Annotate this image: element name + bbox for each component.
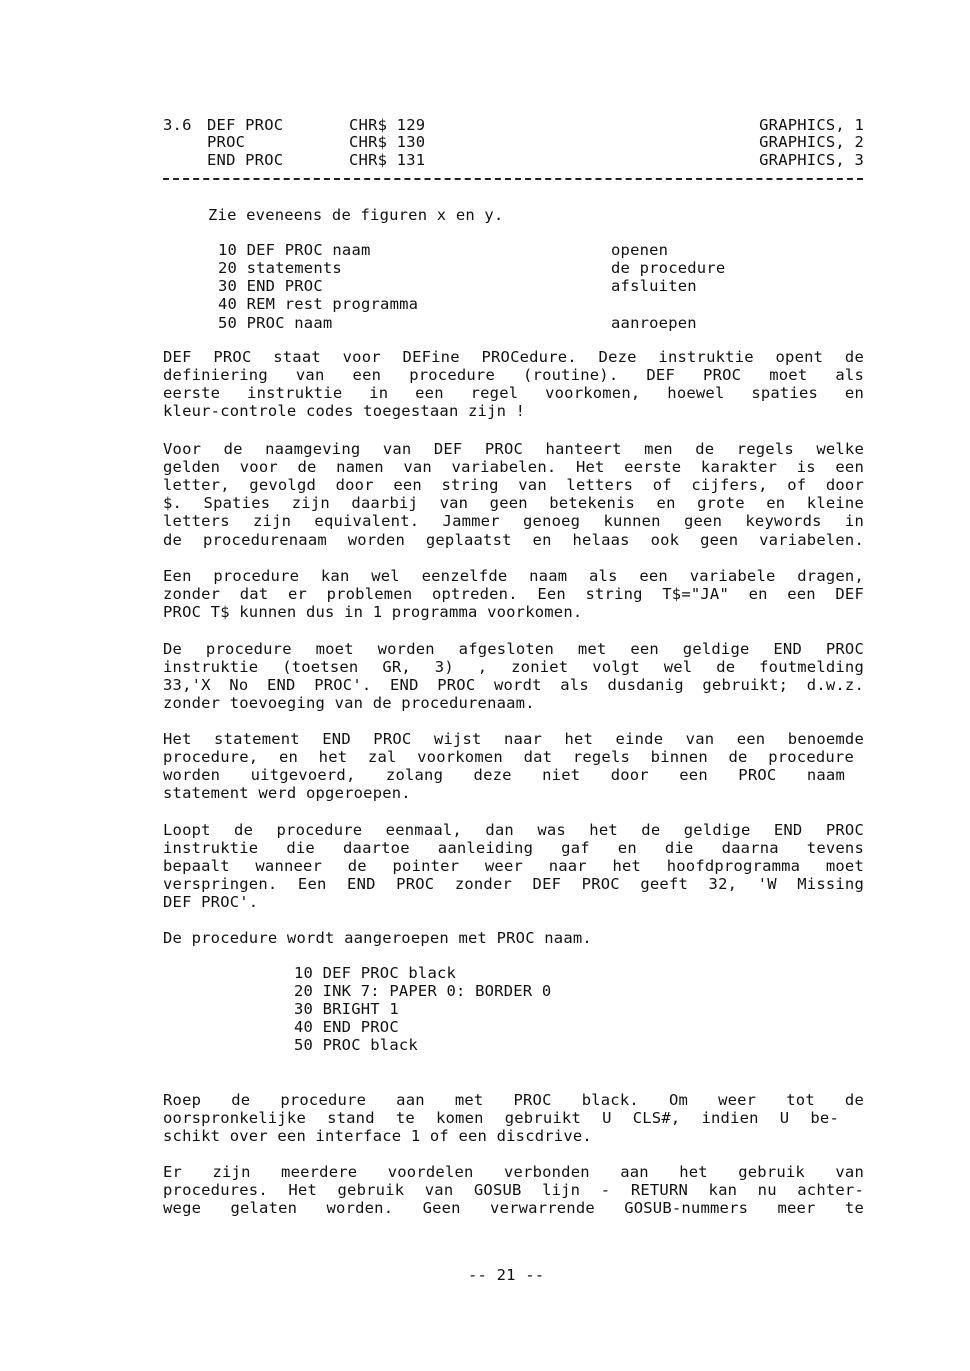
paragraph-line: de procedurenaam worden geplaatst en helaas ook geen variabelen. [163,531,864,549]
paragraph-line: Roep de procedure aan met PROC black. Om weer tot de [163,1091,864,1109]
listing1-line: 30 END PROC [218,277,323,295]
header-left-2: PROC [207,133,246,151]
paragraph-line: definiering van een procedure (routine). DEF PROC moet als [163,366,864,384]
listing1-line: 50 PROC naam [218,314,333,332]
paragraph-line: Voor de naamgeving van DEF PROC hanteert men de regels welke [163,440,864,458]
listing1-note: openen [611,241,669,259]
paragraph-line: PROC T$ kunnen dus in 1 programma voorkomen. [163,603,583,621]
listing2-line: 30 BRIGHT 1 [294,1000,399,1018]
listing1-note: de procedure [611,259,726,277]
header-divider [163,178,863,180]
header-middle-1: CHR$ 129 [349,116,426,134]
paragraph-line: schikt over een interface 1 of een discdrive. [163,1127,592,1145]
header-right-2: GRAPHICS, 2 [759,133,864,151]
paragraph-line: zonder toevoeging van de procedurenaam. [163,694,535,712]
paragraph-line: DEF PROC staat voor DEFine PROCedure. Deze instruktie opent de [163,348,864,366]
paragraph-line: letters zijn equivalent. Jammer genoeg kunnen geen keywords in [163,512,864,530]
paragraph-line: gelden voor de namen van variabelen. Het eerste karakter is een [163,458,864,476]
paragraph-line: Er zijn meerdere voordelen verbonden aan het gebruik van [163,1163,864,1181]
paragraph-line: Loopt de procedure eenmaal, dan was het de geldige END PROC [163,821,864,839]
paragraph-line: statement werd opgeroepen. [163,784,411,802]
paragraph-line: procedure, en het zal voorkomen dat regels binnen de procedure [163,748,854,766]
paragraph-line: instruktie (toetsen GR, 3) , zoniet volgt wel de foutmelding [163,658,864,676]
listing2-line: 50 PROC black [294,1036,418,1054]
paragraph-line: De procedure moet worden afgesloten met een geldige END PROC [163,640,864,658]
paragraph-line: eerste instruktie in een regel voorkomen, hoewel spaties en [163,384,864,402]
header-right-3: GRAPHICS, 3 [759,151,864,169]
paragraph-line: zonder dat er problemen optreden. Een string T$="JA" en een DEF [163,585,864,603]
paragraph-line: 33,'X No END PROC'. END PROC wordt als dusdanig gebruikt; d.w.z. [163,676,864,694]
listing2-line: 10 DEF PROC black [294,964,457,982]
listing1-line: 10 DEF PROC naam [218,241,371,259]
paragraph-line: procedures. Het gebruik van GOSUB lijn - RETURN kan nu achter- [163,1181,864,1199]
paragraph-line: bepaalt wanneer de pointer weer naar het hoofdprogramma moet [163,857,864,875]
paragraph-line: Het statement END PROC wijst naar het einde van een benoemde [163,730,864,748]
paragraph-line: wege gelaten worden. Geen verwarrende GOSUB-nummers meer te [163,1199,864,1217]
header-right-1: GRAPHICS, 1 [759,116,864,134]
paragraph-line: DEF PROC'. [163,893,259,911]
section-number: 3.6 [163,116,192,134]
listing2-line: 20 INK 7: PAPER 0: BORDER 0 [294,982,552,1000]
paragraph-line: verspringen. Een END PROC zonder DEF PROC geeft 32, 'W Missing [163,875,864,893]
paragraph-line: Een procedure kan wel eenzelfde naam als een variabele dragen, [163,567,864,585]
header-middle-3: CHR$ 131 [349,151,426,169]
paragraph-line: worden uitgevoerd, zolang deze niet door een PROC naam [163,766,845,784]
listing1-note: aanroepen [611,314,697,332]
listing2-line: 40 END PROC [294,1018,399,1036]
header-middle-2: CHR$ 130 [349,133,426,151]
page-number: -- 21 -- [468,1266,545,1284]
listing1-line: 40 REM rest programma [218,295,419,313]
paragraph-line: De procedure wordt aangeroepen met PROC naam. [163,929,592,947]
header-left-3: END PROC [207,151,284,169]
paragraph-line: instruktie die daartoe aanleiding gaf en die daarna tevens [163,839,864,857]
listing1-line: 20 statements [218,259,342,277]
listing1-note: afsluiten [611,277,697,295]
paragraph-line: kleur-controle codes toegestaan zijn ! [163,402,526,420]
intro-text: Zie eveneens de figuren x en y. [208,206,504,224]
paragraph-line: $. Spaties zijn daarbij van geen betekenis en grote en kleine [163,494,864,512]
header-left-1: DEF PROC [207,116,284,134]
paragraph-line: oorspronkelijke stand te komen gebruikt U CLS#, indien U be- [163,1109,839,1127]
paragraph-line: letter, gevolgd door een string van letters of cijfers, of door [163,476,864,494]
